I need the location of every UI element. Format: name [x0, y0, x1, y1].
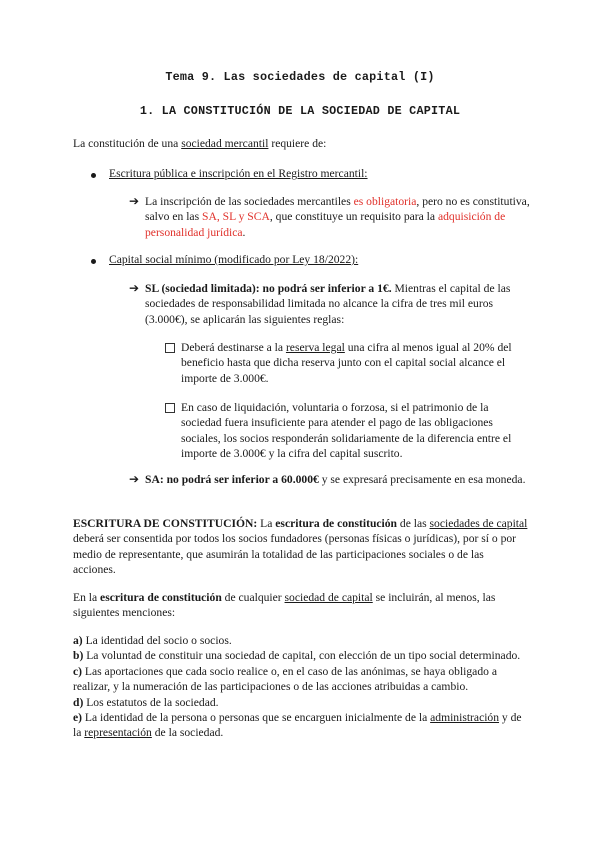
arrow-icon: ➔: [129, 472, 140, 486]
sa-rest: y se expresará precisamente en esa moneda.: [318, 473, 526, 486]
checkbox-icon: [165, 343, 175, 353]
item-letter: a): [73, 634, 83, 647]
rule-liquidacion: [181, 400, 531, 462]
intro-tail: requiere de:: [268, 137, 327, 150]
list-item: [73, 633, 528, 648]
representacion-link: representación: [84, 726, 152, 740]
item-text: y de la: [73, 711, 522, 740]
highlight-sa-sl-sca: SA, SL y SCA: [202, 210, 270, 224]
bullet-dot: [91, 173, 96, 178]
highlight-obligatoria: es obligatoria: [353, 195, 417, 208]
menciones-list: [73, 633, 528, 741]
text-span: , que constituye un requisito para la: [269, 210, 438, 224]
escritura-heading: ESCRITURA DE CONSTITUCIÓN:: [73, 517, 258, 530]
item-letter: e): [73, 711, 83, 725]
text-span: La: [257, 517, 276, 530]
arrow-icon: ➔: [129, 281, 140, 295]
item-text: Los estatutos de la sociedad.: [83, 695, 219, 709]
text-span: , pero no es constitutiva, salvo en las: [145, 195, 530, 224]
section-title: 1. LA CONSTITUCIÓN DE LA SOCIEDAD DE CAPITAL: [139, 104, 461, 118]
bullet-dot: [91, 259, 96, 264]
sl-bold: SL (sociedad limitada): no podrá ser inferior a 1€.: [145, 282, 392, 295]
administracion-link: administración: [430, 711, 500, 725]
text-span: La inscripción de las sociedades mercantiles: [145, 195, 354, 208]
checkbox-icon: [165, 403, 175, 413]
escritura-paragraph: [73, 516, 528, 578]
list-item: [73, 695, 528, 710]
item-text: La identidad del socio o socios.: [82, 634, 232, 647]
item-letter: c): [73, 664, 83, 678]
rule-reserva-legal: [181, 340, 531, 386]
menciones-paragraph: [73, 590, 528, 621]
intro-lead: La constitución de una: [73, 137, 182, 150]
list-item: [73, 710, 528, 741]
text-span: de las: [397, 517, 430, 530]
list-item: [73, 664, 528, 695]
sl-paragraph: [145, 281, 530, 327]
topic-title: Tema 9. Las sociedades de capital (I): [165, 70, 435, 84]
item-letter: b): [73, 649, 84, 663]
sociedades-capital-link: sociedades de capital: [429, 517, 528, 530]
sa-bold: SA: no podrá ser inferior a 60.000€: [145, 473, 319, 486]
item-text: de la sociedad.: [151, 726, 224, 740]
text-span: una cifra al menos igual al 20% del beneficio hasta que dicha reserva junto con el capital social alcance el importe de 3.000€.: [181, 341, 512, 385]
text-span: Deberá destinarse a la: [181, 341, 286, 354]
text-span: En caso de liquidación, voluntaria o forzosa, si el patrimonio de la sociedad fuera insuficiente para atender el pago de las obligaciones sociales, los socios responderán solidariamente de la diferencia entre el importe de 3.000€ y la cifra del capital suscrito.: [181, 401, 512, 461]
list-item: [73, 648, 528, 663]
highlight-personalidad: adquisición de personalidad jurídica: [145, 210, 506, 239]
text-span: de cualquier: [221, 591, 285, 604]
item-text: La identidad de la persona o personas que se encarguen inicialmente de la: [82, 711, 431, 725]
reserva-legal-link: reserva legal: [285, 341, 345, 354]
sa-paragraph: [145, 472, 530, 487]
text-span: En la: [73, 591, 101, 604]
intro-paragraph: [73, 136, 533, 151]
text-span: se incluirán, al menos, las siguientes menciones:: [73, 591, 496, 620]
bullet-escritura-label: Escritura pública e inscripción en el Registro mercantil:: [109, 167, 368, 180]
item-text: La voluntad de constituir una sociedad de capital, con elección de un tipo social determinado.: [83, 649, 521, 663]
text-span: .: [242, 225, 246, 239]
sl-rest: Mientras el capital de las sociedades de responsabilidad limitada no alcance la cifra de tres mil euros (3.000€), se aplicarán las siguientes reglas:: [145, 282, 511, 326]
sociedad-capital-link: sociedad de capital: [284, 591, 373, 604]
bullet-capital-label: Capital social mínimo (modificado por Ley 18/2022):: [109, 253, 359, 266]
text-span: deberá ser consentida por todos los socios fundadores (personas físicas o jurídicas), por sí o por medio de representante, que asumirán la totalidad de las participaciones sociales o de las acciones.: [73, 532, 517, 577]
arrow-icon: ➔: [129, 194, 140, 208]
intro-link: sociedad mercantil: [181, 137, 269, 150]
item-text: Las aportaciones que cada socio realice o, en el caso de las anónimas, se haya obligado a realizar, y la numeración de las participaciones o de las acciones atribuidas a cambio.: [73, 664, 497, 694]
text-span: escritura de constitución: [100, 591, 222, 604]
inscripcion-paragraph: [145, 194, 530, 240]
item-letter: d): [73, 695, 84, 709]
text-span: escritura de constitución: [275, 517, 397, 530]
